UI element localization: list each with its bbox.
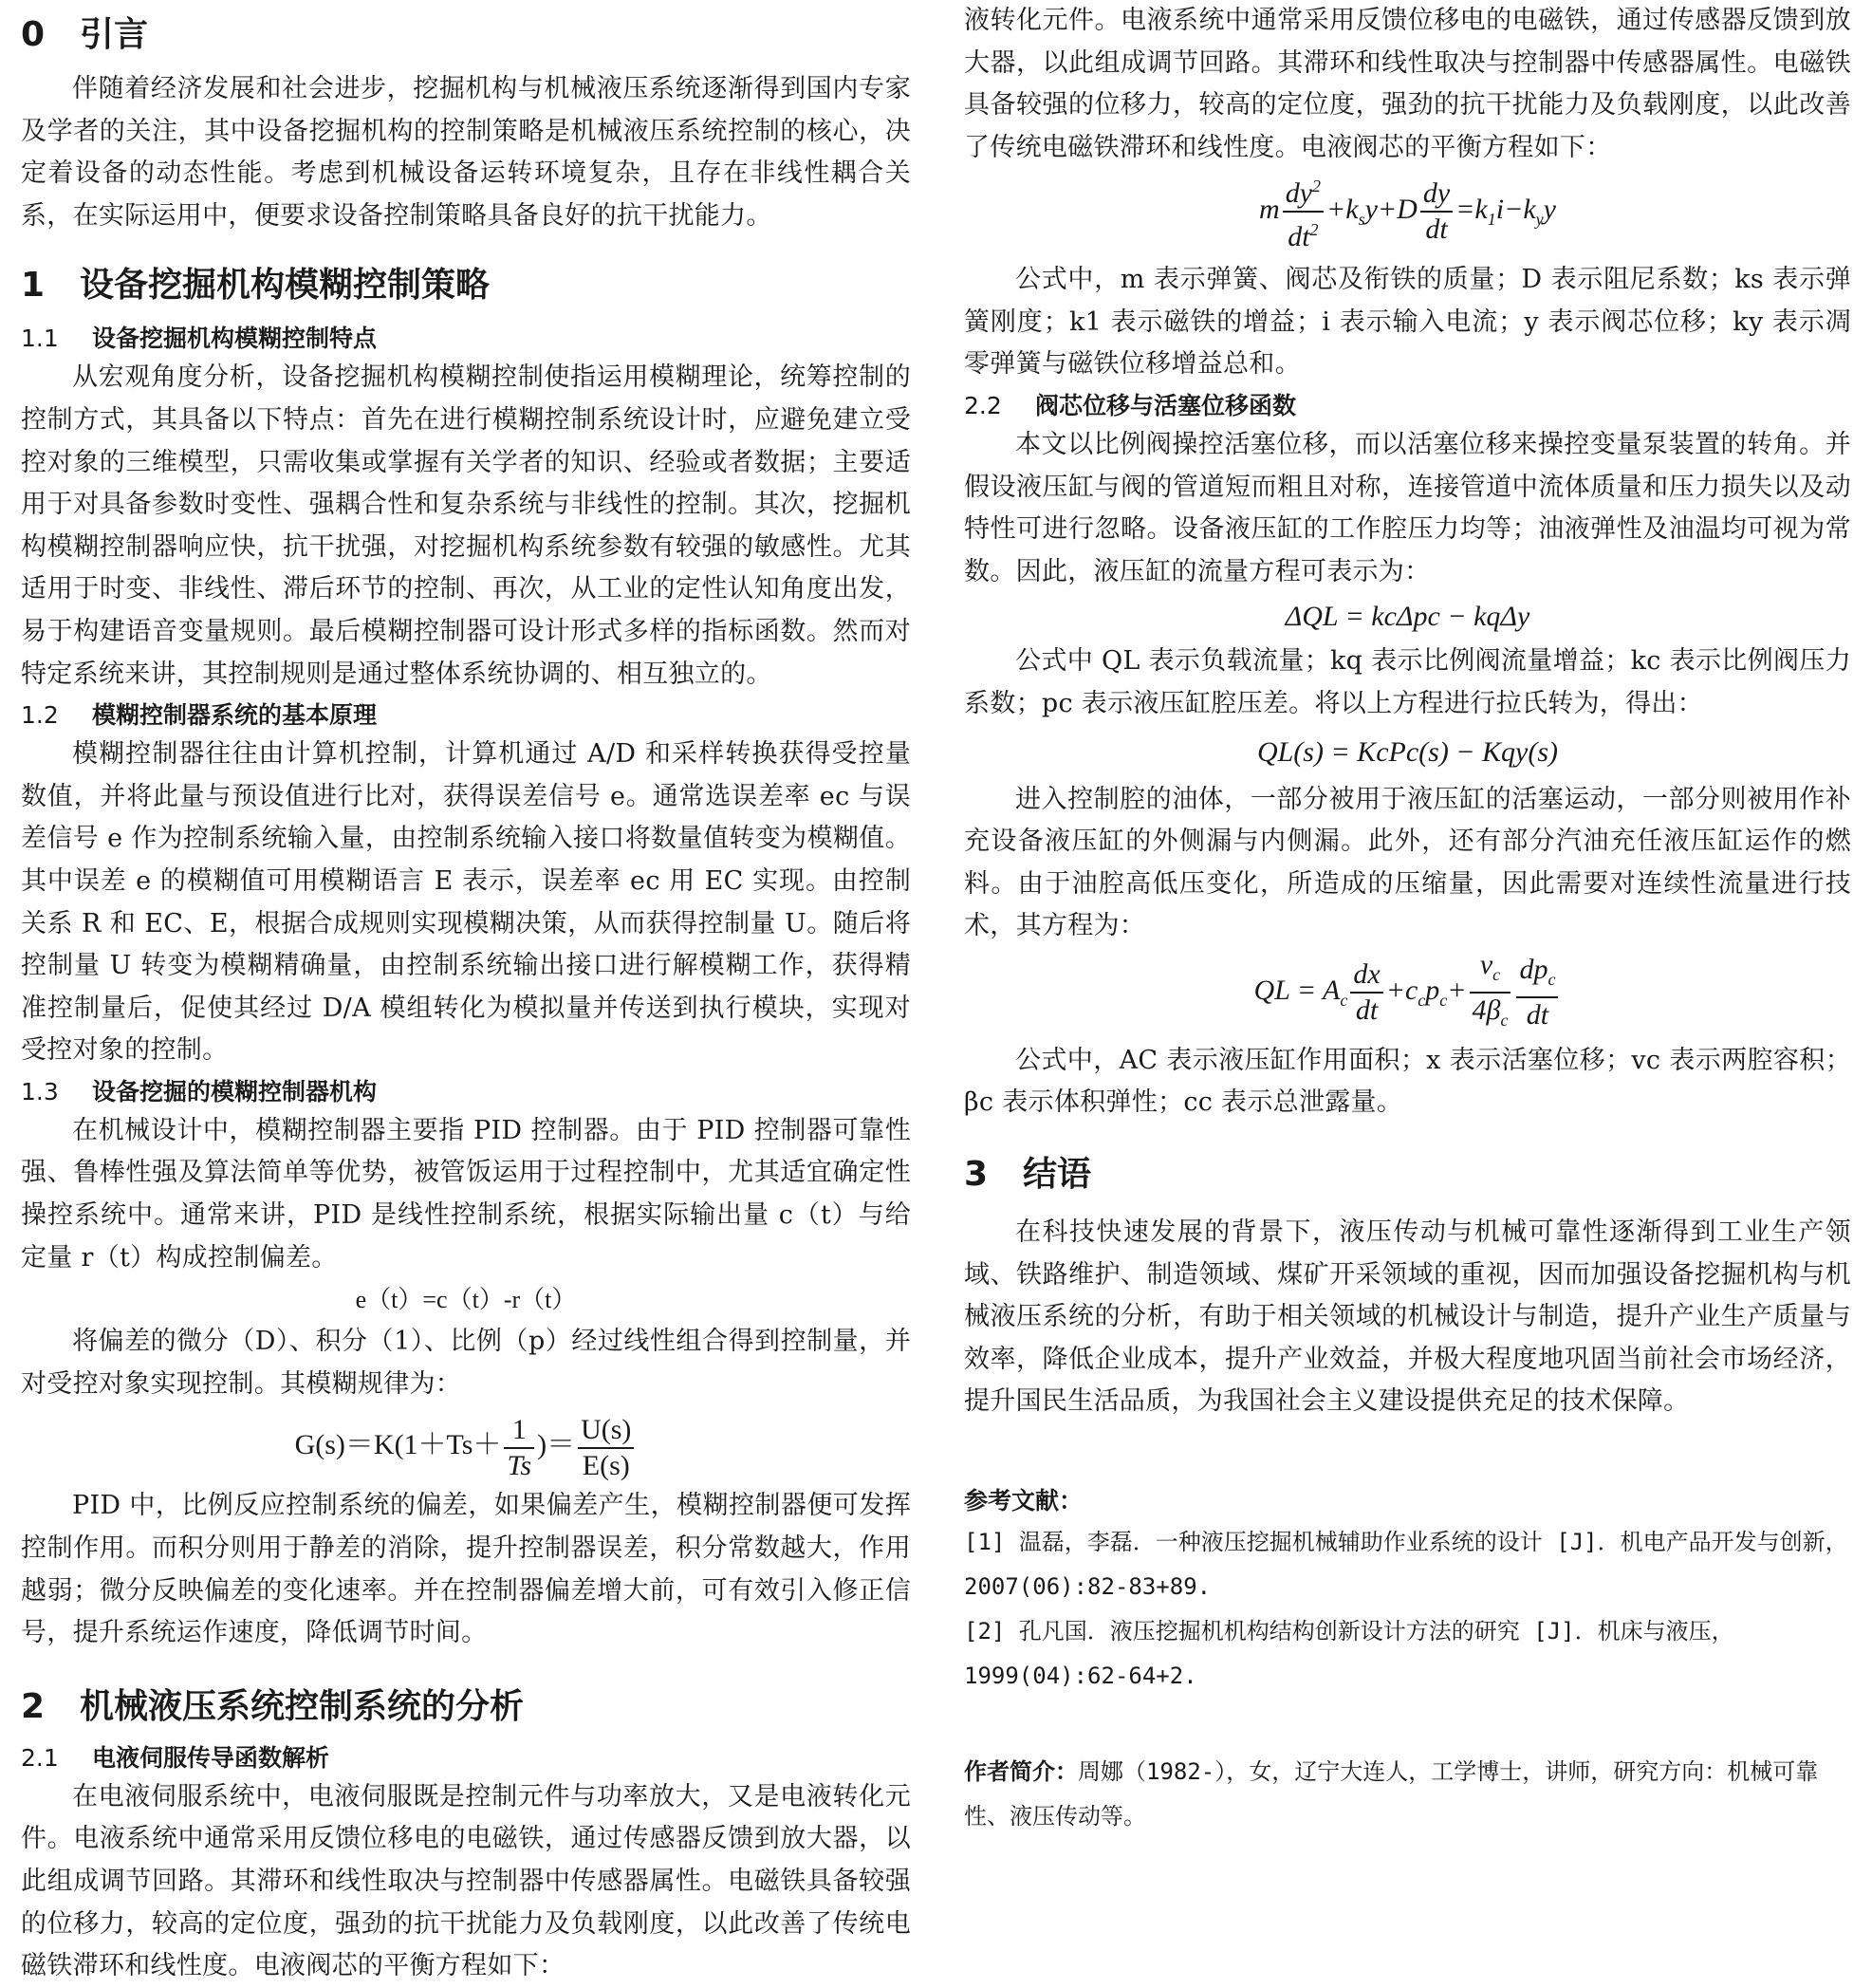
right-column (964, 0, 1851, 1839)
equation-laplace: QL(s) = KcPc(s) − Kqy(s) (1256, 735, 1559, 768)
paragraph-1-3-a: 在机械设计中，模糊控制器主要指 PID 控制器。由于 PID 控制器可靠性强、鲁棒性强及算法简单等优势，被管饭运用于过程控制中，尤其适宜确定性操控系统中。通常来讲，PID 是线性控制系统，根据实际输出量 c（t）与给定量 r（t）构成控制偏差。 (21, 1115, 911, 1273)
paragraph-2-1-a: 在电液伺服系统中，电液伺服既是控制元件与功率放大，又是电液转化元件。电液系统中通常采用反馈位移电的电磁铁，通过传感器反馈到放大器，以此组成调节回路。其滞环和线性取决与控制器中传感器属性。电磁铁具备较强的位移力，较高的定位度，强劲的抗干扰能力及负载刚度，以此改善了传统电磁铁滞环和线性度。电液阀芯的平衡方程如下： (21, 1781, 911, 1981)
left-column (21, 0, 911, 1981)
paragraph-2-2-c: 进入控制腔的油体，一部分被用于液压缸的活塞运动，一部分则被用作补充设备液压缸的外侧漏与内侧漏。此外，还有部分汽油充任液压缸运作的燃料。由于油腔高低压变化，所造成的压缩量，因此需要对连续性流量进行技术，其方程为： (964, 784, 1851, 941)
paragraph-2-2-a: 本文以比例阀操控活塞位移，而以活塞位移来操控变量泵装置的转角。并假设液压缸与阀的管道短而粗且对称，连接管道中流体质量和压力损失以及动特性可进行忽略。设备液压缸的工作腔压力均等；油液弹性及油温均可视为常数。因此，液压缸的流量方程可表示为： (964, 430, 1851, 586)
paragraph-2-1-a-continued: 液转化元件。电液系统中通常采用反馈位移电的电磁铁，通过传感器反馈到放大器，以此组成调节回路。其滞环和线性取决与控制器中传感器属性。电磁铁具备较强的位移力，较高的定位度，强劲的抗干扰能力及负载刚度，以此改善了传统电磁铁滞环和线性度。电液阀芯的平衡方程如下： (964, 6, 1851, 162)
heading-section-1: 1 设备挖掘机构模糊控制策略 (21, 266, 491, 306)
heading-section-3: 3 结语 (964, 1155, 1092, 1195)
equation-valve-balance: m $\frac{dy^2}{dt^2}$ $+k_sy+D$ $\frac{dy}{dt}$ $=k_1i-k_yy$ (964, 169, 1851, 259)
paragraph-intro: 伴随着经济发展和社会进步，挖掘机构与机械液压系统逐渐得到国内专家及学者的关注，其中设备挖掘机构的控制策略是机械液压系统控制的核心，决定着设备的动态性能。考虑到机械设备运转环境复杂，且存在非线性耦合关系，在实际运用中，便要求设备控制策略具备良好的抗干扰能力。 (21, 74, 911, 231)
heading-section-1-3: 1.3 设备挖掘的模糊控制器机构 (21, 1077, 378, 1105)
heading-section-0: 0 引言 (21, 15, 149, 54)
heading-section-2-2: 2.2 阀芯位移与活塞位移函数 (964, 392, 1297, 420)
author-bio-text: 周娜（1982-），女，辽宁大连人，工学博士，讲师，研究方向：机械可靠性、液压传动等。 (964, 1758, 1819, 1830)
reference-item: [1] 温磊，李磊．一种液压挖掘机械辅助作业系统的设计 [J]．机电产品开发与创新，2007(06):82-83+89. (964, 1529, 1848, 1601)
author-bio (964, 1750, 1851, 1839)
heading-section-1-1: 1.1 设备挖掘机构模糊控制特点 (21, 325, 378, 353)
paragraph-conclusion: 在科技快速发展的背景下，液压传动与机械可靠性逐渐得到工业生产领域、铁路维护、制造领域、煤矿开采领域的重视，因而加强设备挖掘机构与机械液压系统的分析，有助于相关领域的机械设计与制造，提升产业生产质量与效率，降低企业成本，提升产业效益，并极大程度地巩固当前社会市场经济，提升国民生活品质，为我国社会主义建设提供充足的技术保障。 (964, 1217, 1851, 1417)
reference-item: [2] 孔凡国．液压挖掘机机构结构创新设计方法的研究 [J]．机床与液压，1999(04):62-64+2. (964, 1618, 1734, 1690)
paragraph-2-1-b: 公式中，m 表示弹簧、阀芯及衔铁的质量；D 表示阻尼系数；ks 表示弹簧刚度；k1 表示磁铁的增益；i 表示输入电流；y 表示阀芯位移；ky 表示凋零弹簧与磁铁位移增益总和。 (964, 265, 1851, 380)
heading-section-2-1: 2.1 电液伺服传导函数解析 (21, 1743, 330, 1772)
paragraph-1-3-c: PID 中，比例反应控制系统的偏差，如果偏差产生，模糊控制器便可发挥控制作用。而积分则用于静差的消除，提升控制器误差，积分常数越大，作用越弱；微分反映偏差的变化速率。并在控制器偏差增大前，可有效引入修正信号，提升系统运作速度，降低调节时间。 (21, 1491, 911, 1648)
equation-flow: ΔQL = kcΔpc − kqΔy (1285, 601, 1530, 633)
paragraph-1-3-b: 将偏差的微分（D）、积分（1）、比例（p）经过线性组合得到控制量，并对受控对象实现控制。其模糊规律为： (21, 1327, 911, 1399)
paragraph-1-2: 模糊控制器往往由计算机控制，计算机通过 A/D 和采样转换获得受控量数值，并将此量与预设值进行比对，获得误差信号 e。通常选误差率 ec 与误差信号 e 作为控制系统输入量，由控制系统输入接口将数量值转变为模糊值。其中误差 e 的模糊值可用模糊语言 E 表示，误差率 ec 用 EC 实现。由控制关系 R 和 EC、E，根据合成规则实现模糊决策，从而获得控制量 U。随后将控制量 U 转变为模糊精确量，由控制系统输出接口进行解模糊工作，获得精准控制量后，促使其经过 D/A 模组转化为模拟量并传送到执行模块，实现对受控对象的控制。 (21, 739, 911, 1066)
author-bio-label: 作者简介： (964, 1758, 1078, 1786)
heading-section-1-2: 1.2 模糊控制器系统的基本原理 (21, 701, 378, 730)
heading-section-2: 2 机械液压系统控制系统的分析 (21, 1686, 525, 1726)
references-heading: 参考文献： (964, 1487, 1084, 1515)
equation-transfer-function: G(s)＝K(1＋Ts＋ $\frac{1}{Ts}$ )＝ $\frac{U(s)}{E(s)}$ (21, 1405, 911, 1485)
equation-continuity: QL = $A_c$ $\frac{dx}{dt}$ $+c_cp_c+$ $\frac{v_c}{4\beta_c}$ $\frac{dp_c}{dt}$ (964, 948, 1851, 1040)
equation-error: e（t）=c（t）-r（t） (355, 1286, 577, 1314)
paragraph-2-2-d: 公式中，AC 表示液压缸作用面积；x 表示活塞位移；vc 表示两腔容积；βc 表示体积弹性；cc 表示总泄露量。 (964, 1045, 1851, 1118)
paragraph-1-1: 从宏观角度分析，设备挖掘机构模糊控制使指运用模糊理论，统筹控制的控制方式，其具备以下特点：首先在进行模糊控制系统设计时，应避免建立受控对象的三维模型，只需收集或掌握有关学者的知识、经验或者数据；主要适用于对具备参数时变性、强耦合性和复杂系统与非线性的控制。其次，挖掘机构模糊控制器响应快，抗干扰强，对挖掘机构系统参数有较强的敏感性。尤其适用于时变、非线性、滞后环节的控制、再次，从工业的定性认知角度出发，易于构建语音变量规则。最后模糊控制器可设计形式多样的指标函数。然而对特定系统来讲，其控制规则是通过整体系统协调的、相互独立的。 (21, 362, 911, 689)
paragraph-2-2-b: 公式中 QL 表示负载流量；kq 表示比例阀流量增益；kc 表示比例阀压力系数；pc 表示液压缸腔压差。将以上方程进行拉氏转为，得出： (964, 646, 1851, 719)
